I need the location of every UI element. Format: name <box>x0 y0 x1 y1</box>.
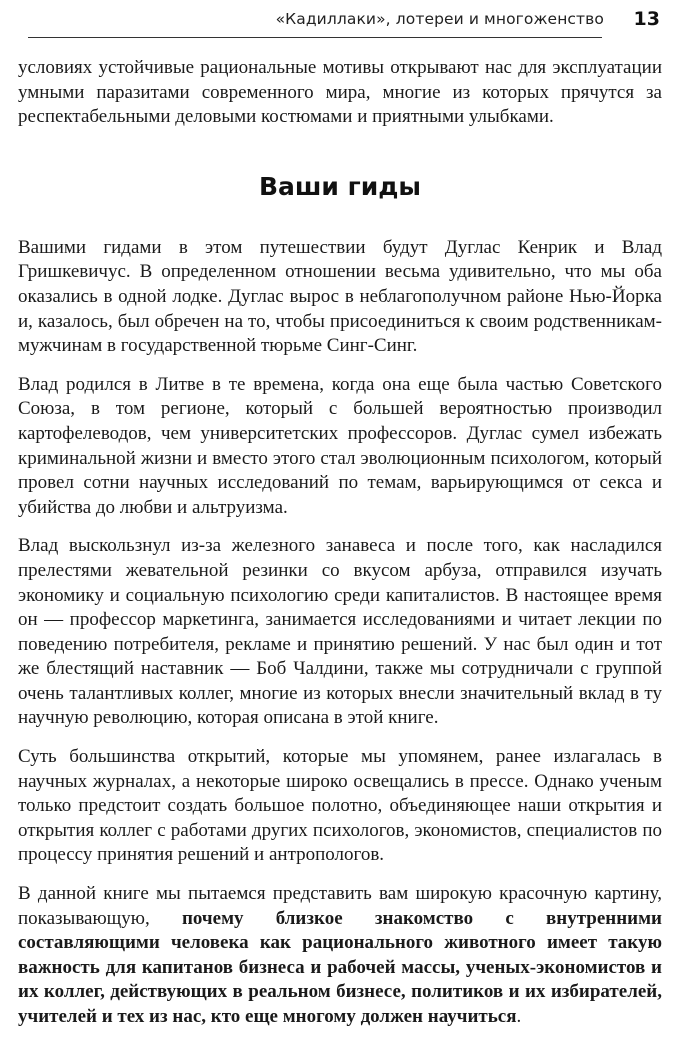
paragraph-vlad-origin: Влад родился в Литве в те времена, когда она еще была частью Советского Союза, в том регионе, который с большей вероятностью производил картофелеводов, чем университетских профессоров. Дуглас сумел избежать криминальной жизни и вместо этого стал эволюционным психологом, который провел сотни научных исследований по темам, варьирующимся от секса и убийства до любви и альтруизма. <box>18 373 662 518</box>
book-goal-text: В данной книге мы пытаемся представить вам широкую красочную картину, показывающую, <box>18 883 662 929</box>
book-goal-emphasis: почему близкое знакомство с внутренними составляющими человека как рационального животного имеет такую важность для капитанов бизнеса и рабочей массы, ученых-экономистов и их коллег, действующих в реальном бизнесе, политиков и их избирателей, учителей и тех из нас, кто еще многому должен научиться <box>18 907 662 1027</box>
paragraph-vlad-career: Влад выскользнул из-за железного занавеса и после того, как насладился прелестями жевательной резинки со вкусом арбуза, отправился изучать экономику и социальную психологию среди капиталистов. В настоящее время он — профессор маркетинга, занимается исследованиями и читает лекции по поведению потребителя, рекламе и принятию решений. У нас был один и тот же блестящий наставник — Боб Чалдини, также мы сотрудничали с группой очень талантливых коллег, многие из которых внесли значительный вклад в ту научную революцию, которая описана в этой книге. <box>18 535 662 729</box>
book-goal-end: . <box>516 1006 522 1027</box>
paragraph-discoveries: Суть большинства открытий, которые мы упомянем, ранее излагалась в научных журналах, а некоторые широко освещались в прессе. Однако ученым только предстоит создать большое полотно, объединяющее наши открытия и открытия коллег с работами других психологов, экономистов, специалистов по процессу принятия решений и антропологов. <box>18 746 662 866</box>
paragraph-guides: Вашими гидами в этом путешествии будут Дуглас Кенрик и Влад Гришкевичус. В определенном отношении весьма удивительно, что мы оба оказались в одной лодке. Дуглас вырос в неблагополучном районе Нью-Йорка и, казалось, был обречен на то, чтобы присоединиться к своим родственникам-мужчинам в государственной тюрьме Синг-Синг. <box>18 236 662 357</box>
page-number: 13 <box>633 8 660 30</box>
page-body <box>18 56 662 1030</box>
header-rule <box>28 37 602 38</box>
paragraph-book-goal <box>18 882 662 1030</box>
section-title: Ваши гиды <box>258 171 422 201</box>
running-head: «Кадиллаки», лотереи и многоженство <box>275 10 604 28</box>
page-header <box>28 8 660 38</box>
intro-paragraph: условиях устойчивые рациональные мотивы открывают нас для эксплуатации умными паразитами современного мира, многие из которых прячутся за респектабельными деловыми костюмами и приятными улыбками. <box>18 57 662 128</box>
